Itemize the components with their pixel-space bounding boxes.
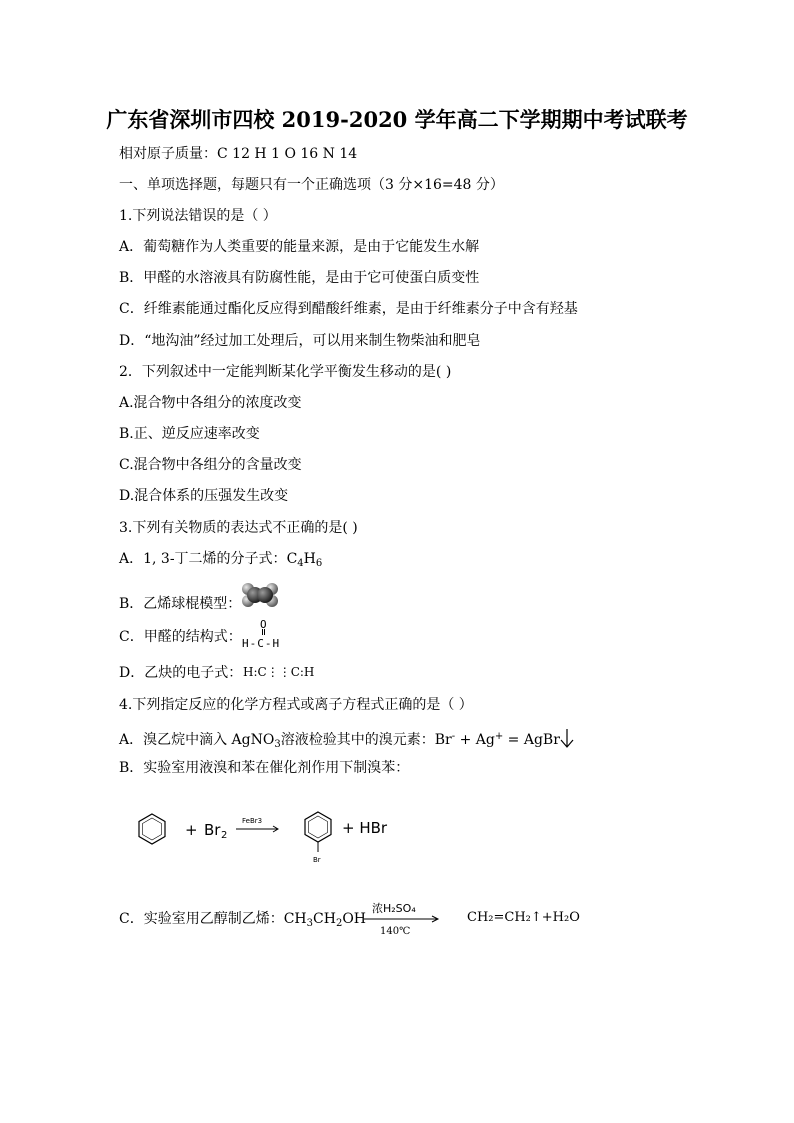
temperature-condition: 140℃ bbox=[380, 926, 411, 937]
q1-option-c: C．纤维素能通过酯化反应得到醋酸纤维素，是由于纤维素分子中含有羟基 bbox=[119, 301, 578, 317]
q1-stem: 1.下列说法错误的是（ ） bbox=[119, 208, 277, 224]
q1-option-b: B．甲醛的水溶液具有防腐性能，是由于它可使蛋白质变性 bbox=[119, 270, 480, 286]
double-bond-mark-2 bbox=[264, 629, 266, 635]
acid-condition: 浓H₂SO₄ bbox=[372, 902, 416, 915]
ch3-subscript: 3 bbox=[306, 918, 314, 929]
ag-charge: + bbox=[494, 731, 504, 742]
bromobenzene-ring-icon bbox=[305, 812, 331, 842]
q2-option-b: B.正、逆反应速率改变 bbox=[119, 426, 260, 442]
q4-stem: 4.下列指定反应的化学方程式或离子方程式正确的是（ ） bbox=[119, 697, 473, 713]
q4-option-c-text: C．实验室用乙醇制乙烯：CH bbox=[119, 911, 307, 927]
no3-subscript: 3 bbox=[274, 739, 281, 750]
bromination-reaction bbox=[130, 808, 410, 868]
q4-option-b: B．实验室用液溴和苯在催化剂作用下制溴苯： bbox=[119, 760, 410, 776]
q1-option-a: A．葡萄糖作为人类重要的能量来源，是由于它能发生水解 bbox=[119, 239, 480, 255]
oh-text: OH bbox=[342, 911, 366, 927]
page-title: 广东省深圳市四校 2019-2020 学年高二下学期期中考试联考 bbox=[106, 107, 688, 132]
agbr-term: = AgBr bbox=[503, 732, 560, 748]
benzene-ring-icon bbox=[139, 814, 165, 844]
br-charge: - bbox=[451, 731, 456, 742]
formaldehyde-structure bbox=[242, 618, 292, 654]
q1-option-d: D．“地沟油”经过加工处理后，可以用来制生物柴油和肥皂 bbox=[119, 333, 481, 349]
hbr-product: + HBr bbox=[342, 819, 388, 837]
ch2-subscript: 2 bbox=[335, 918, 343, 929]
ag-term: + Ag bbox=[455, 732, 495, 748]
q2-option-a: A.混合物中各组分的浓度改变 bbox=[119, 395, 302, 411]
formula-h: H bbox=[303, 551, 316, 567]
q4-option-a-text2: 溶液检验其中的溴元素：Br bbox=[280, 732, 452, 748]
bromine-label: Br bbox=[204, 821, 221, 839]
q2-option-d: D.混合体系的压强发生改变 bbox=[119, 488, 289, 504]
formula-c: C bbox=[286, 551, 298, 567]
atomic-mass-line: 相对原子质量：C 12 H 1 O 16 N 14 bbox=[119, 146, 358, 162]
bromo-substituent-label: Br bbox=[313, 856, 321, 864]
q3-option-c: C．甲醛的结构式： bbox=[119, 629, 242, 645]
q4-option-a bbox=[119, 728, 574, 754]
precipitate-arrow-icon bbox=[560, 729, 574, 749]
ch2-text: CH bbox=[313, 911, 336, 927]
plus-sign-1: + bbox=[185, 821, 198, 839]
q3-option-a bbox=[119, 550, 322, 573]
q3-option-d: D．乙炔的电子式： bbox=[119, 665, 243, 681]
formaldehyde-row: H-C-H bbox=[242, 637, 281, 650]
q2-stem: 2．下列叙述中一定能判断某化学平衡发生移动的是( ) bbox=[119, 364, 452, 380]
q4-option-c bbox=[119, 910, 366, 933]
q2-option-c: C.混合物中各组分的含量改变 bbox=[119, 457, 302, 473]
q3-option-b: B．乙烯球棍模型： bbox=[119, 596, 242, 612]
bromine-subscript: 2 bbox=[221, 830, 228, 841]
q3-option-a-text: A．1, 3-丁二烯的分子式： bbox=[119, 551, 287, 567]
acetylene-electron-formula: H:C⋮⋮C:H bbox=[243, 665, 315, 679]
section-heading: 一、单项选择题，每题只有一个正确选项（3 分×16=48 分） bbox=[119, 177, 504, 193]
catalyst-label: FeBr3 bbox=[242, 817, 263, 825]
ethylene-product: CH₂=CH₂↑+H₂O bbox=[467, 910, 580, 925]
q3-stem: 3.下列有关物质的表达式不正确的是( ) bbox=[119, 520, 358, 536]
formula-h-subscript: 6 bbox=[315, 558, 323, 569]
oxygen-atom: O bbox=[260, 618, 267, 631]
q4-option-a-text: A．溴乙烷中滴入 AgNO bbox=[119, 732, 275, 748]
ethylene-ball-model-image bbox=[241, 582, 279, 608]
ethanol-reaction-condition bbox=[364, 900, 440, 942]
condition-arrow-icon bbox=[364, 915, 440, 923]
formula-c-subscript: 4 bbox=[297, 558, 304, 569]
